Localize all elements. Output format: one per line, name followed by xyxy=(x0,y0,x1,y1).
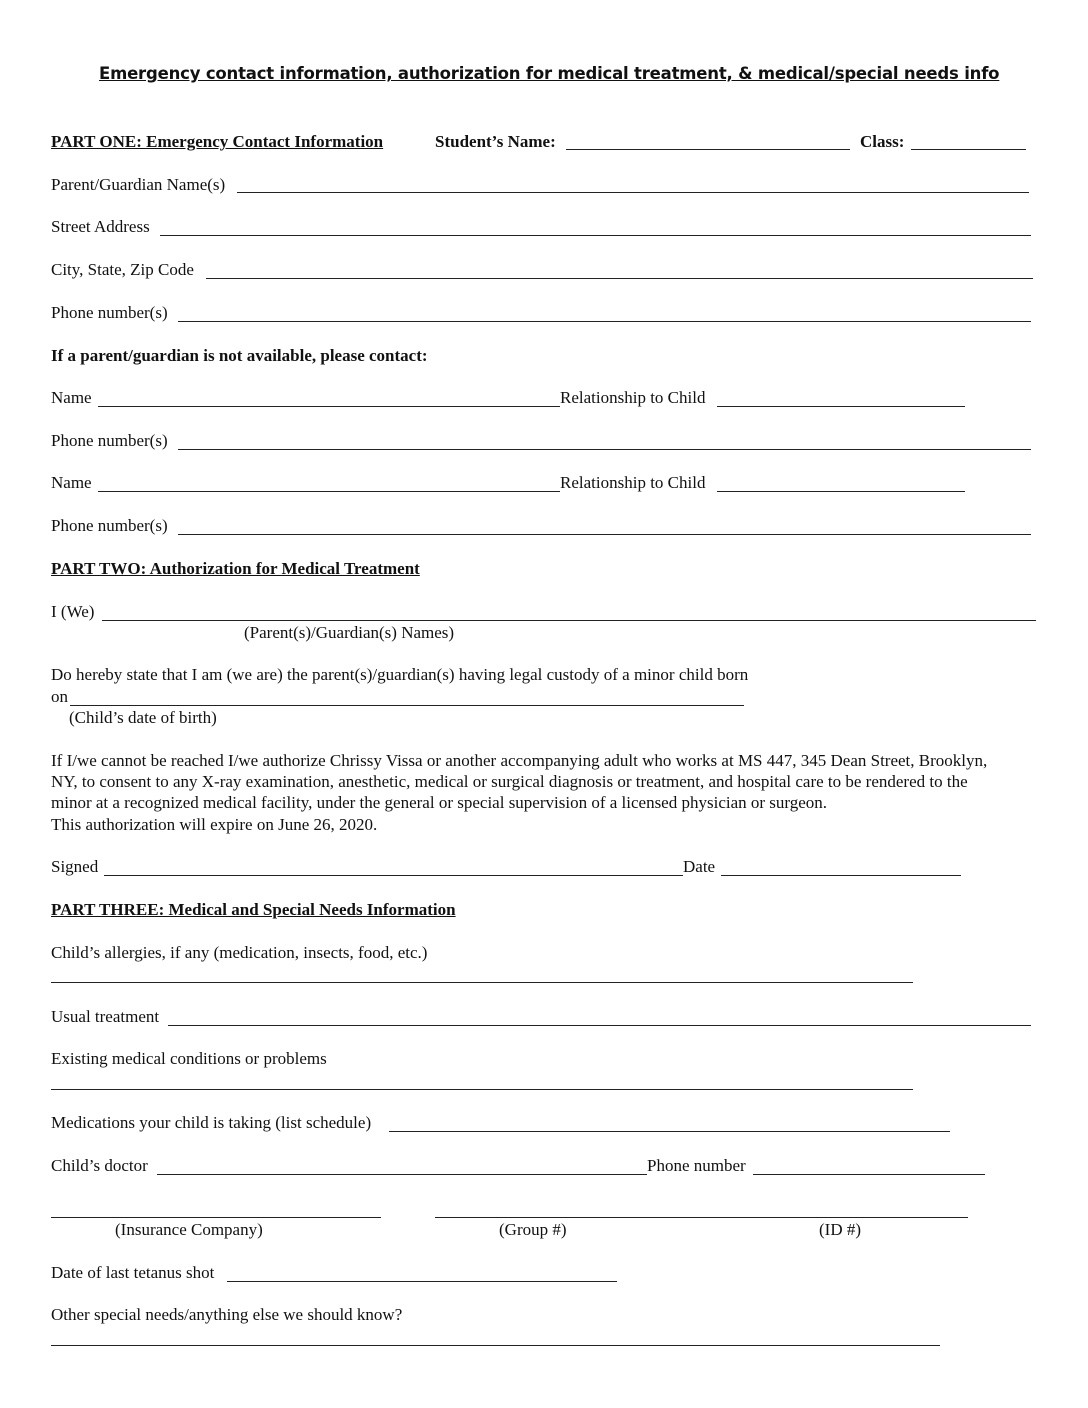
doctor-phone-label: Phone number xyxy=(647,1156,746,1175)
alt2-relationship-field[interactable] xyxy=(717,491,965,492)
alt2-phone-label: Phone number(s) xyxy=(51,516,168,535)
medical-conditions-label: Existing medical conditions or problems xyxy=(51,1049,327,1068)
student-name-label: Student’s Name: xyxy=(435,132,556,151)
alt1-name-label: Name xyxy=(51,388,92,407)
tetanus-field[interactable] xyxy=(227,1281,617,1282)
medications-label: Medications your child is taking (list schedule) xyxy=(51,1113,372,1132)
child-dob-field[interactable] xyxy=(70,705,744,706)
alt1-name-field[interactable] xyxy=(98,406,560,407)
date-field[interactable] xyxy=(721,875,961,876)
date-label: Date xyxy=(683,857,716,876)
phone-label: Phone number(s) xyxy=(51,303,168,322)
id-number-caption: (ID #) xyxy=(819,1220,862,1239)
street-address-field[interactable] xyxy=(160,235,1031,236)
alt2-phone-field[interactable] xyxy=(178,534,1031,535)
child-dob-caption: (Child’s date of birth) xyxy=(69,708,217,727)
authorization-expiry: This authorization will expire on June 26, 2020. xyxy=(51,815,378,834)
authorization-text-line2: NY, to consent to any X-ray examination, anesthetic, medical or surgical diagnosis or treatment, and hospital care to be rendered to the xyxy=(51,772,968,791)
doctor-field[interactable] xyxy=(157,1174,647,1175)
alt1-phone-label: Phone number(s) xyxy=(51,431,168,450)
signature-field[interactable] xyxy=(104,875,683,876)
class-field[interactable] xyxy=(911,149,1026,150)
student-name-field[interactable] xyxy=(566,149,850,150)
city-state-zip-label: City, State, Zip Code xyxy=(51,260,194,279)
authorization-text-line3: minor at a recognized medical facility, under the general or special supervision of a licensed physician or surgeon. xyxy=(51,793,828,812)
alt1-relationship-field[interactable] xyxy=(717,406,965,407)
guardian-name-label: Parent/Guardian Name(s) xyxy=(51,175,226,194)
iwe-label: I (We) xyxy=(51,602,95,621)
authorization-text-line1: If I/we cannot be reached I/we authorize Chrissy Vissa or another accompanying adult who works at MS 447, 345 Dean Street, Brooklyn, xyxy=(51,751,988,770)
part-two-heading: PART TWO: Authorization for Medical Treatment xyxy=(51,559,420,578)
medical-conditions-field[interactable] xyxy=(51,1089,913,1090)
group-id-field[interactable] xyxy=(435,1217,968,1218)
allergies-label: Child’s allergies, if any (medication, insects, food, etc.) xyxy=(51,943,428,962)
signed-label: Signed xyxy=(51,857,99,876)
part-one-heading: PART ONE: Emergency Contact Information xyxy=(51,132,384,151)
alt2-name-label: Name xyxy=(51,473,92,492)
doctor-phone-field[interactable] xyxy=(753,1174,985,1175)
usual-treatment-field[interactable] xyxy=(168,1025,1031,1026)
on-label: on xyxy=(51,687,68,706)
guardian-names-field[interactable] xyxy=(102,620,1036,621)
alt2-relationship-label: Relationship to Child xyxy=(560,473,706,492)
other-needs-field[interactable] xyxy=(51,1345,940,1346)
tetanus-label: Date of last tetanus shot xyxy=(51,1263,215,1282)
page-title: Emergency contact information, authorization for medical treatment, & medical/special needs info xyxy=(99,64,1000,83)
alt1-relationship-label: Relationship to Child xyxy=(560,388,706,407)
other-needs-label: Other special needs/anything else we should know? xyxy=(51,1305,403,1324)
guardian-name-field[interactable] xyxy=(237,192,1029,193)
guardian-names-caption: (Parent(s)/Guardian(s) Names) xyxy=(244,623,455,642)
class-label: Class: xyxy=(860,132,905,151)
group-number-caption: (Group #) xyxy=(499,1220,567,1239)
custody-statement: Do hereby state that I am (we are) the parent(s)/guardian(s) having legal custody of a minor child born xyxy=(51,665,749,684)
doctor-label: Child’s doctor xyxy=(51,1156,148,1175)
allergies-field[interactable] xyxy=(51,982,913,983)
alternate-contact-heading: If a parent/guardian is not available, please contact: xyxy=(51,346,428,365)
part-three-heading: PART THREE: Medical and Special Needs Information xyxy=(51,900,456,919)
alt2-name-field[interactable] xyxy=(98,491,560,492)
city-state-zip-field[interactable] xyxy=(206,278,1033,279)
street-address-label: Street Address xyxy=(51,217,150,236)
phone-field[interactable] xyxy=(178,321,1031,322)
insurance-company-caption: (Insurance Company) xyxy=(115,1220,263,1239)
medications-field[interactable] xyxy=(389,1131,950,1132)
usual-treatment-label: Usual treatment xyxy=(51,1007,160,1026)
alt1-phone-field[interactable] xyxy=(178,449,1031,450)
insurance-company-field[interactable] xyxy=(51,1217,381,1218)
